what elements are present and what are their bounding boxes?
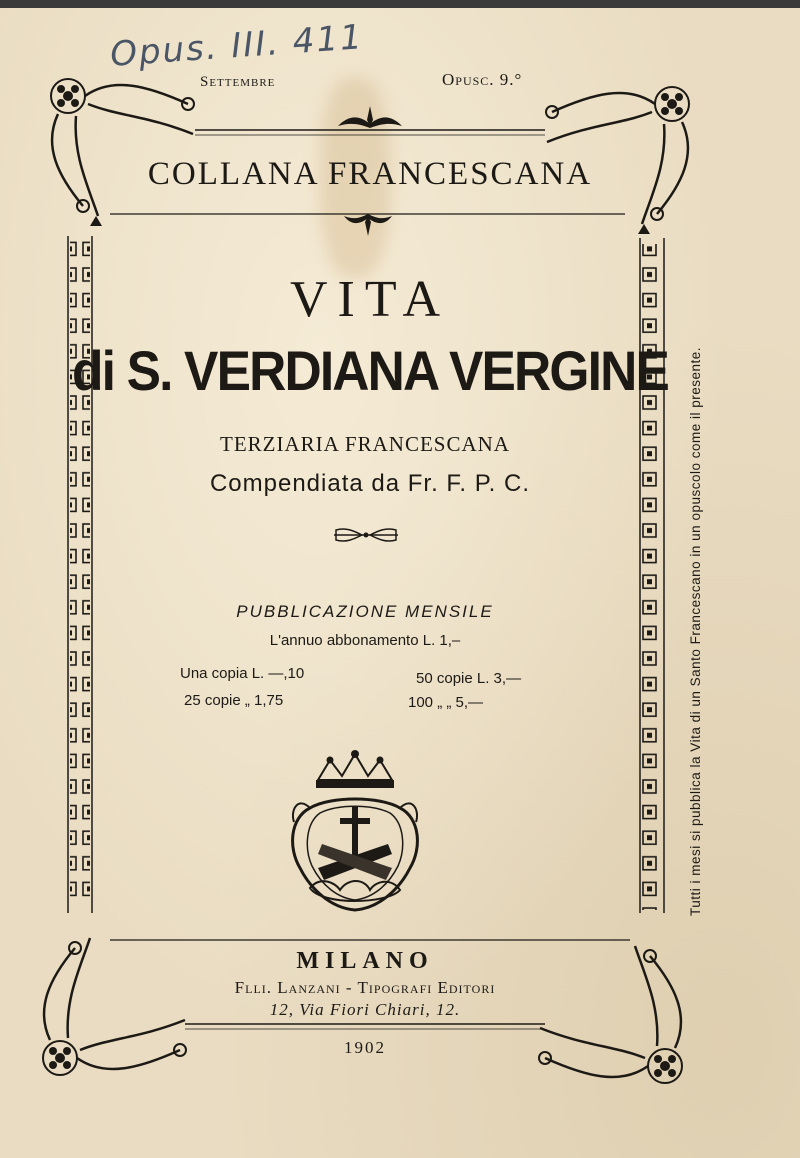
issue-number: Opusc. 9.° [442, 70, 523, 89]
imprint-city: MILANO [296, 948, 434, 974]
franciscan-coat-of-arms-icon [280, 748, 430, 918]
title-line-1: VITA [289, 271, 451, 328]
publication-frequency: PUBBLICAZIONE MENSILE [236, 602, 494, 621]
price-hundred-copies: 100 „ „ 5,— [408, 694, 484, 711]
subscription-price: L'annuo abbonamento L. 1,– [269, 632, 461, 649]
title-line-2: di S. VERDIANA VERGINE [72, 339, 668, 402]
fleuron-icon [338, 106, 402, 128]
imprint-address: 12, Via Fiori Chiari, 12. [269, 1000, 461, 1019]
price-fifty-copies: 50 copie L. 3,— [416, 670, 522, 687]
imprint-publisher: Flli. Lanzani - Tipografi Editori [234, 978, 496, 997]
subtitle: TERZIARIA FRANCESCANA [220, 432, 510, 456]
fleuron-icon [344, 214, 392, 236]
side-note: Tutti i mesi si pubblica la Vita di un Santo Francescano in un opuscolo come il presente. [688, 346, 703, 916]
price-single-copy: Una copia L. —,10 [180, 665, 305, 682]
issue-month: Settembre [200, 74, 276, 90]
price-twentyfive-copies: 25 copie „ 1,75 [184, 692, 284, 709]
cover-page [0, 8, 800, 1158]
fleuron-icon [334, 529, 398, 541]
corner-ornament-icon [51, 79, 194, 226]
compiler-credit: Compendiata da Fr. F. P. C. [209, 470, 531, 497]
handwritten-shelfmark: Opus. III. 411 [108, 17, 365, 75]
imprint-year: 1902 [344, 1038, 386, 1057]
series-title: COLLANA FRANCESCANA [147, 156, 593, 192]
